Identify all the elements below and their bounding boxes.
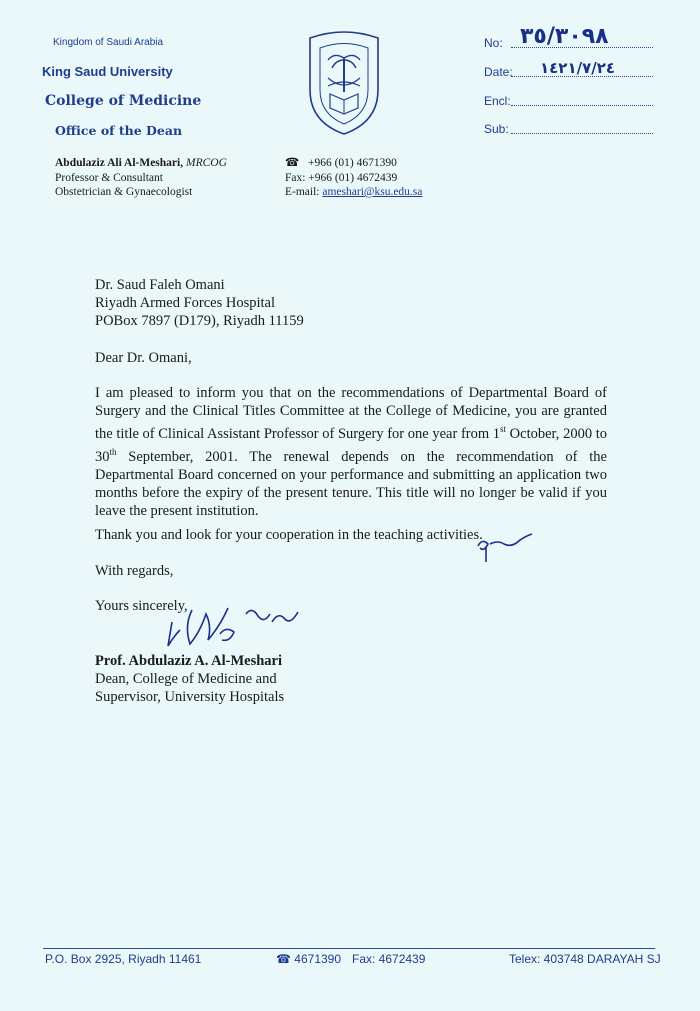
ref-sub-label: Sub:	[484, 122, 509, 136]
signer-role-1: Dean, College of Medicine and	[95, 671, 277, 687]
ref-sub-dots	[511, 133, 653, 134]
ref-encl-dots	[511, 105, 653, 106]
footer-fax: Fax: 4672439	[352, 952, 426, 966]
recipient-org: Riyadh Armed Forces Hospital	[95, 295, 276, 311]
footer-phone-icon: ☎	[276, 952, 291, 966]
footer-address: P.O. Box 2925, Riyadh 11461	[45, 952, 202, 966]
signer-role-2: Supervisor, University Hospitals	[95, 689, 285, 705]
email-line	[285, 185, 422, 200]
recipient-pobox: POBox 7897 (D179), Riyadh 11159	[95, 313, 304, 329]
para-part-3: September, 2001. The renewal depends on the recommendation of the Departmental Board concerned on your performance and submitting an application two months before the expiry of the present tenure. This title will no longer be valid if you leave the present institution.	[95, 448, 607, 519]
footer-rule	[43, 948, 655, 949]
para-part-2: October, 2000 to 30	[95, 425, 607, 465]
phone-line	[285, 156, 422, 171]
contact-block	[285, 156, 422, 200]
signer-block	[95, 652, 284, 706]
university-emblem	[304, 30, 384, 138]
initials-mark	[470, 526, 536, 566]
signature	[160, 596, 310, 660]
footer-phone	[276, 952, 341, 966]
phone-number: +966 (01) 4671390	[307, 157, 397, 169]
office-name: Office of the Dean	[55, 123, 183, 138]
university-name: King Saud University	[42, 64, 173, 79]
college-name: College of Medicine	[45, 93, 202, 109]
ref-no-field	[484, 24, 609, 50]
sender-title-2: Obstetrician & Gynaecologist	[55, 186, 193, 198]
ref-date-value: ١٤٢١/٧/٢٤	[540, 59, 616, 77]
phone-icon: ☎	[285, 157, 300, 169]
sender-name: Abdulaziz Ali Al-Meshari,	[55, 157, 184, 169]
email-label: E-mail:	[285, 186, 320, 198]
ref-no-label: No:	[484, 36, 503, 50]
signer-name: Prof. Abdulaziz A. Al-Meshari	[95, 653, 283, 669]
recipient-name: Dr. Saud Faleh Omani	[95, 277, 225, 293]
body-paragraph	[95, 384, 607, 520]
ref-no-value: ٣٥/٣٠٩٨	[520, 24, 609, 49]
ref-date-field	[484, 59, 616, 79]
thanks-line: Thank you and look for your cooperation in the teaching activities.	[95, 527, 483, 543]
sender-credential: MRCOG	[185, 157, 227, 169]
ref-encl-label: Encl:	[484, 94, 511, 108]
ref-date-label: Date:	[484, 65, 513, 79]
ref-encl-field	[484, 94, 511, 108]
salutation: Dear Dr. Omani,	[95, 350, 192, 366]
ref-sub-field	[484, 122, 509, 136]
sup-st: st	[500, 424, 507, 434]
sender-name-line	[55, 156, 227, 171]
sup-th: th	[109, 446, 117, 457]
recipient-address	[95, 276, 304, 330]
country-label: Kingdom of Saudi Arabia	[53, 37, 164, 48]
footer-telex: Telex: 403748 DARAYAH SJ	[509, 952, 661, 966]
fax-line: Fax: +966 (01) 4672439	[285, 171, 398, 184]
regards-line: With regards,	[95, 563, 174, 579]
email-link[interactable]: ameshari@ksu.edu.sa	[322, 186, 423, 198]
para-part-1: I am pleased to inform you that on the recommendations of Departmental Board of Surgery and the Clinical Titles Committee at the College of Medicine, you are granted the title of Clinical Assistant Professor of Surgery for one year from 1	[95, 385, 607, 442]
sender-title-1: Professor & Consultant	[55, 171, 163, 184]
sincerely-line: Yours sincerely,	[95, 598, 188, 614]
footer-phone-number: 4671390	[294, 952, 342, 966]
sender-block	[55, 156, 227, 200]
